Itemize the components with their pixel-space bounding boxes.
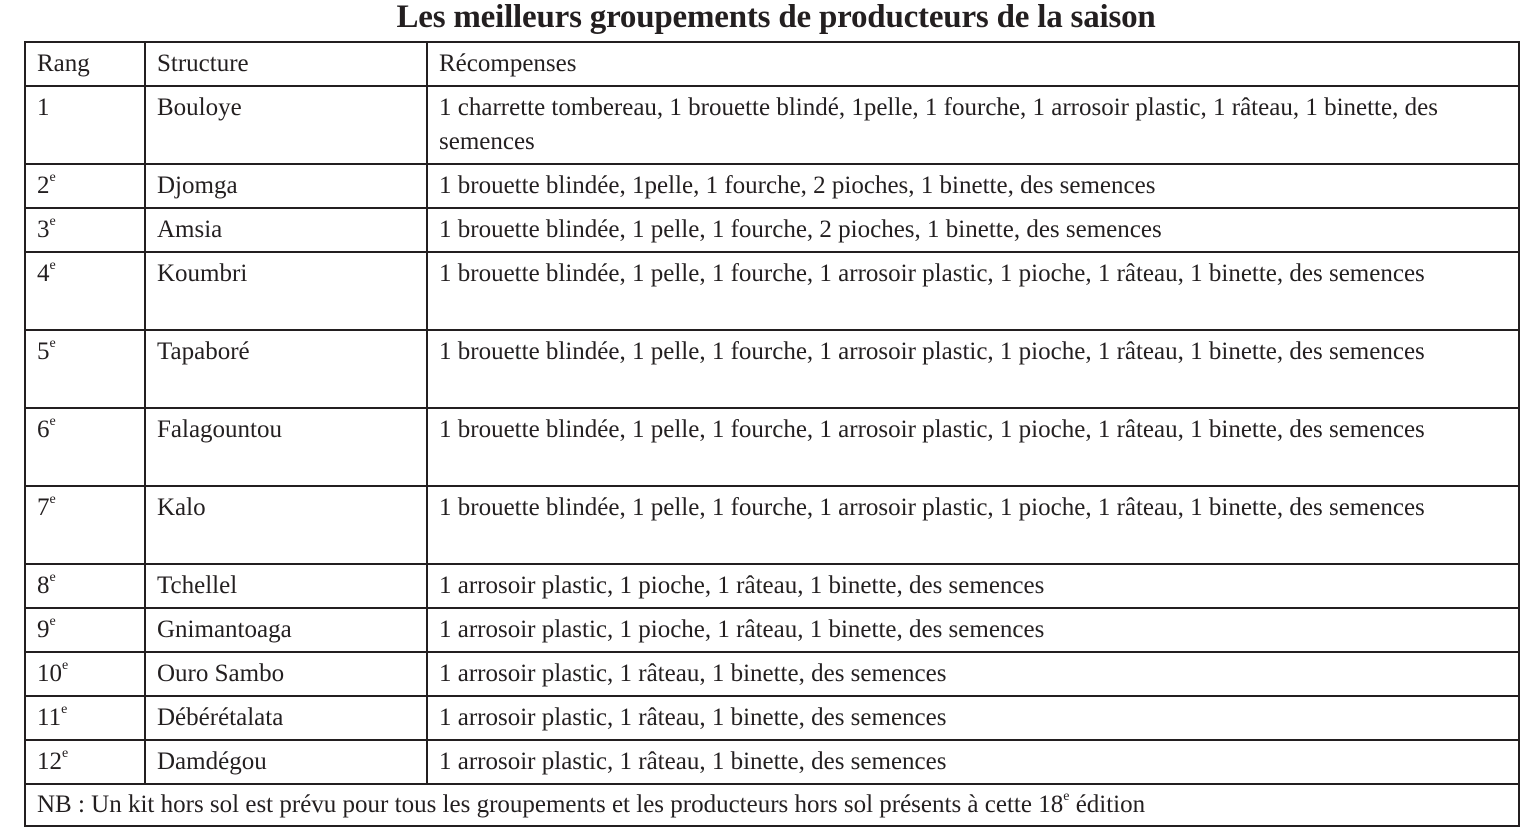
rank-cell — [25, 408, 145, 486]
rank-suffix: e — [61, 701, 68, 717]
rank-number: 1 — [37, 94, 50, 121]
rank-number: 6 — [37, 416, 50, 443]
column-header-rewards: Récompenses — [427, 42, 1519, 86]
column-header-rank: Rang — [25, 42, 145, 86]
table-row — [25, 164, 1519, 208]
rank-cell — [25, 564, 145, 608]
rewards-cell: 1 arrosoir plastic, 1 pioche, 1 râteau, 1 binette, des semences — [427, 608, 1519, 652]
rank-number: 12 — [37, 748, 62, 775]
rewards-cell: 1 arrosoir plastic, 1 pioche, 1 râteau, 1 binette, des semences — [427, 564, 1519, 608]
table-row — [25, 696, 1519, 740]
footnote-ordinal-suffix: e — [1063, 788, 1070, 804]
structure-cell: Gnimantoaga — [145, 608, 427, 652]
structure-cell: Kalo — [145, 486, 427, 564]
rank-cell — [25, 164, 145, 208]
table-row — [25, 330, 1519, 408]
table-row — [25, 608, 1519, 652]
rank-cell — [25, 740, 145, 784]
rank-suffix: e — [49, 257, 56, 273]
rank-number: 2 — [37, 172, 50, 199]
footnote-text-end: édition — [1069, 791, 1146, 818]
rewards-cell: 1 brouette blindée, 1 pelle, 1 fourche, 1 arrosoir plastic, 1 pioche, 1 râteau, 1 binette, des semences — [427, 330, 1519, 408]
rank-number: 4 — [37, 260, 50, 287]
table-row — [25, 252, 1519, 330]
structure-cell: Débérétalata — [145, 696, 427, 740]
rewards-cell: 1 arrosoir plastic, 1 râteau, 1 binette, des semences — [427, 652, 1519, 696]
rank-cell — [25, 208, 145, 252]
rewards-cell: 1 arrosoir plastic, 1 râteau, 1 binette, des semences — [427, 696, 1519, 740]
rewards-cell: 1 charrette tombereau, 1 brouette blindé, 1pelle, 1 fourche, 1 arrosoir plastic, 1 râteau, 1 binette, des semences — [427, 86, 1519, 164]
structure-cell: Bouloye — [145, 86, 427, 164]
rank-cell — [25, 696, 145, 740]
rank-suffix: e — [49, 169, 56, 185]
rank-suffix: e — [49, 413, 56, 429]
rank-number: 3 — [37, 216, 50, 243]
rewards-cell: 1 brouette blindée, 1 pelle, 1 fourche, 1 arrosoir plastic, 1 pioche, 1 râteau, 1 binette, des semences — [427, 486, 1519, 564]
rank-suffix: e — [49, 213, 56, 229]
table-header-row — [25, 42, 1519, 86]
note-row — [25, 784, 1519, 826]
table-row — [25, 740, 1519, 784]
footnote — [25, 784, 1519, 826]
rewards-cell: 1 brouette blindée, 1 pelle, 1 fourche, 1 arrosoir plastic, 1 pioche, 1 râteau, 1 binette, des semences — [427, 252, 1519, 330]
rank-number: 7 — [37, 494, 50, 521]
table-row — [25, 486, 1519, 564]
rank-cell — [25, 252, 145, 330]
rank-suffix: e — [49, 569, 56, 585]
footnote-text: NB : Un kit hors sol est prévu pour tous les groupements et les producteurs hors sol présents à cette 18 — [37, 791, 1064, 818]
rank-cell — [25, 86, 145, 164]
rank-number: 8 — [37, 572, 50, 599]
rank-cell — [25, 652, 145, 696]
rank-suffix: e — [49, 335, 56, 351]
rewards-cell: 1 arrosoir plastic, 1 râteau, 1 binette, des semences — [427, 740, 1519, 784]
table-row — [25, 408, 1519, 486]
table-row — [25, 652, 1519, 696]
rank-suffix: e — [62, 745, 69, 761]
table-row — [25, 86, 1519, 164]
structure-cell: Tapaboré — [145, 330, 427, 408]
rewards-cell: 1 brouette blindée, 1pelle, 1 fourche, 2 pioches, 1 binette, des semences — [427, 164, 1519, 208]
structure-cell: Djomga — [145, 164, 427, 208]
rank-number: 9 — [37, 616, 50, 643]
rank-suffix: e — [49, 491, 56, 507]
column-header-structure: Structure — [145, 42, 427, 86]
structure-cell: Koumbri — [145, 252, 427, 330]
table-row — [25, 564, 1519, 608]
structure-cell: Damdégou — [145, 740, 427, 784]
structure-cell: Falagountou — [145, 408, 427, 486]
structure-cell: Tchellel — [145, 564, 427, 608]
rank-cell — [25, 486, 145, 564]
rank-number: 11 — [37, 704, 62, 731]
page-title: Les meilleurs groupements de producteurs de la saison — [396, 0, 1156, 35]
rewards-cell: 1 brouette blindée, 1 pelle, 1 fourche, 1 arrosoir plastic, 1 pioche, 1 râteau, 1 binette, des semences — [427, 408, 1519, 486]
rewards-table — [24, 41, 1520, 827]
structure-cell: Ouro Sambo — [145, 652, 427, 696]
table-row — [25, 208, 1519, 252]
rank-suffix: e — [49, 613, 56, 629]
rank-number: 10 — [37, 660, 62, 687]
rank-number: 5 — [37, 338, 50, 365]
rank-cell — [25, 608, 145, 652]
rank-cell — [25, 330, 145, 408]
structure-cell: Amsia — [145, 208, 427, 252]
rewards-cell: 1 brouette blindée, 1 pelle, 1 fourche, 2 pioches, 1 binette, des semences — [427, 208, 1519, 252]
rank-suffix: e — [62, 657, 69, 673]
